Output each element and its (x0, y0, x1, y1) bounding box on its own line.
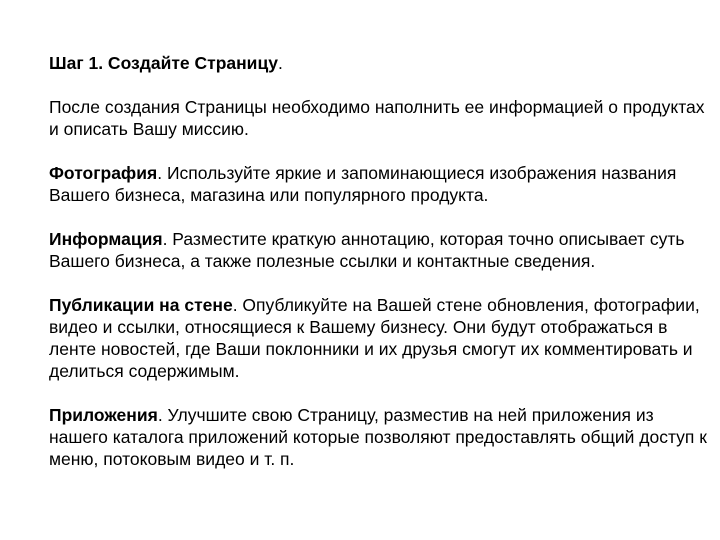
section-term: Фотография (49, 163, 158, 183)
step-title: Шаг 1. Создайте Страницу (49, 53, 278, 73)
section-text: . Опубликуйте на Вашей стене обновления, фотографии, видео и ссылки, относящиеся к Вашему бизнесу. Они будут отображаться в ленте новостей, где Ваши поклонники и их друзья смогут их комментировать и делиться содержимым. (49, 295, 700, 381)
section-apps (49, 404, 714, 470)
section-term: Публикации на стене (49, 295, 233, 315)
step-heading (49, 52, 714, 74)
slide-body (49, 52, 714, 492)
section-info (49, 228, 714, 272)
section-text: . Разместите краткую аннотацию, которая точно описывает суть Вашего бизнеса, а также полезные ссылки и контактные сведения. (49, 229, 685, 271)
section-term: Приложения (49, 405, 158, 425)
section-text: . Используйте яркие и запоминающиеся изображения названия Вашего бизнеса, магазина или популярного продукта. (49, 163, 677, 205)
section-wall-posts (49, 294, 714, 382)
step-title-punct: . (277, 53, 283, 73)
intro-paragraph: После создания Страницы необходимо наполнить ее информацией о продуктах и описать Вашу миссию. (49, 97, 705, 139)
section-text: . Улучшите свою Страницу, разместив на ней приложения из нашего каталога приложений которые позволяют предоставлять общий доступ к меню, потоковым видео и т. п. (49, 405, 707, 469)
section-term: Информация (49, 229, 163, 249)
section-photo (49, 162, 714, 206)
